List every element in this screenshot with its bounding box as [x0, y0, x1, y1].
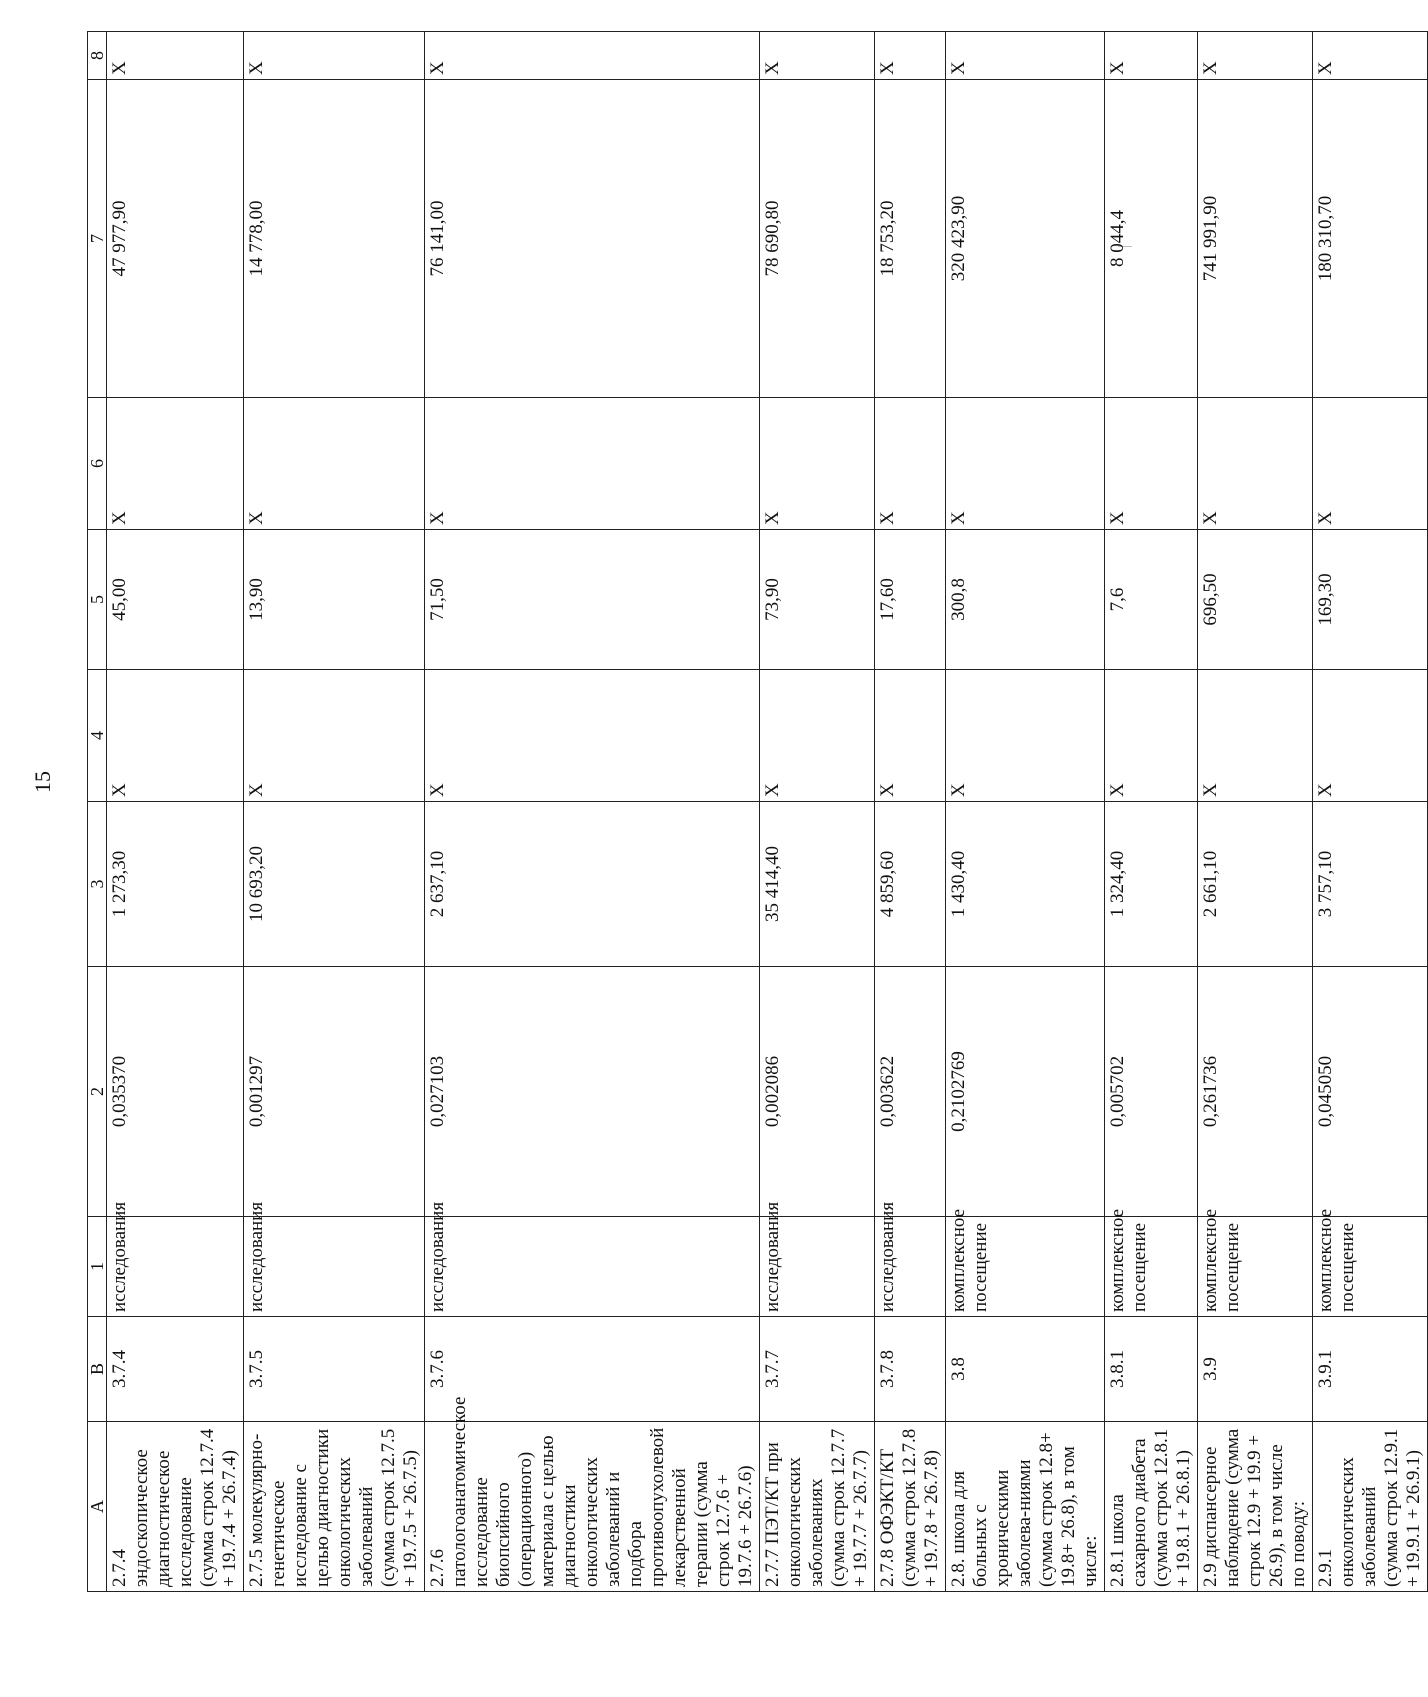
norm-volume-cell: 0,003622	[875, 967, 946, 1217]
value-4-cell: X	[107, 670, 244, 802]
data-table	[87, 31, 1428, 1592]
value-5-cell: 71,50	[425, 530, 760, 670]
row-description-cell: 2.7.4 эндоскопическое диагностическое исследование (сумма строк 12.7.4 + 19.7.4 + 26.7.4)	[107, 1422, 244, 1592]
value-7-cell: 14 778,00	[244, 80, 425, 398]
unit-cell: исследования	[875, 1217, 946, 1317]
row-description-cell: 2.9 диспансерное наблюдение (сумма строк 12.9 + 19.9 + 26.9), в том числе по поводу:	[1198, 1422, 1313, 1592]
value-8-cell: X	[1313, 32, 1428, 80]
value-7-cell: 18 753,20	[875, 80, 946, 398]
value-4-cell: X	[946, 670, 1105, 802]
norm-cost-cell: 1 324,40	[1105, 802, 1198, 967]
value-8-cell: X	[946, 32, 1105, 80]
row-description-cell: 2.7.8 ОФЭКТ/КТ (сумма строк 12.7.8 + 19.7.8 + 26.7.8)	[875, 1422, 946, 1592]
value-5-cell: 300,8	[946, 530, 1105, 670]
norm-volume-cell: 0,2102769	[946, 967, 1105, 1217]
value-5-cell: 7,6	[1105, 530, 1198, 670]
header-cell: 6	[88, 398, 107, 530]
unit-cell: исследования	[425, 1217, 760, 1317]
value-8-cell: X	[760, 32, 875, 80]
value-5-cell: 696,50	[1198, 530, 1313, 670]
value-6-cell: X	[244, 398, 425, 530]
header-cell: A	[88, 1422, 107, 1592]
value-4-cell: X	[760, 670, 875, 802]
value-7-cell: 320 423,90	[946, 80, 1105, 398]
row-description-cell: 2.7.6 патологоанатомическое исследование биопсийного (операционного) материала с целью диагностики онкологических заболеваний и подбора противоопухолевой лекарственной терапии (сумма строк 12.7.6 + 19.7.6 + 26.7.6)	[425, 1422, 760, 1592]
value-6-cell: X	[946, 398, 1105, 530]
value-4-cell: X	[1313, 670, 1428, 802]
norm-cost-cell: 3 757,10	[1313, 802, 1428, 967]
value-6-cell: X	[1313, 398, 1428, 530]
table-row	[244, 32, 425, 1592]
unit-cell: комплексное посещение	[1105, 1217, 1198, 1317]
row-code-cell: 3.7.5	[244, 1317, 425, 1422]
row-code-cell: 3.7.6	[425, 1317, 760, 1422]
header-cell: B	[88, 1317, 107, 1422]
norm-cost-cell: 4 859,60	[875, 802, 946, 967]
value-6-cell: X	[760, 398, 875, 530]
value-6-cell: X	[1105, 398, 1198, 530]
unit-cell: комплексное посещение	[1313, 1217, 1428, 1317]
page-number: 15	[30, 771, 55, 793]
value-5-cell: 73,90	[760, 530, 875, 670]
unit-cell: комплексное посещение	[1198, 1217, 1313, 1317]
value-8-cell: X	[1198, 32, 1313, 80]
row-code-cell: 3.9.1	[1313, 1317, 1428, 1422]
row-code-cell: 3.7.8	[875, 1317, 946, 1422]
unit-cell: исследования	[760, 1217, 875, 1317]
table-row	[107, 32, 244, 1592]
norm-volume-cell: 0,001297	[244, 967, 425, 1217]
norm-cost-cell: 35 414,40	[760, 802, 875, 967]
row-description-cell: 2.9.1 онкологических заболеваний (сумма строк 12.9.1 + 19.9.1 + 26.9.1)	[1313, 1422, 1428, 1592]
value-6-cell: X	[1198, 398, 1313, 530]
value-6-cell: X	[107, 398, 244, 530]
value-7-cell: 8 044,4	[1105, 80, 1198, 398]
value-6-cell: X	[425, 398, 760, 530]
header-cell: 1	[88, 1217, 107, 1317]
norm-volume-cell: 0,005702	[1105, 967, 1198, 1217]
value-7-cell: 47 977,90	[107, 80, 244, 398]
row-code-cell: 3.9	[1198, 1317, 1313, 1422]
row-code-cell: 3.8.1	[1105, 1317, 1198, 1422]
norm-volume-cell: 0,045050	[1313, 967, 1428, 1217]
header-cell: 7	[88, 80, 107, 398]
norm-cost-cell: 2 637,10	[425, 802, 760, 967]
value-4-cell: X	[425, 670, 760, 802]
row-code-cell: 3.8	[946, 1317, 1105, 1422]
value-4-cell: X	[1198, 670, 1313, 802]
rotated-table-frame	[87, 32, 1424, 1592]
table-row	[760, 32, 875, 1592]
value-8-cell: X	[425, 32, 760, 80]
header-cell: 5	[88, 530, 107, 670]
value-8-cell: X	[244, 32, 425, 80]
row-description-cell: 2.7.7 ПЭТ/КТ при онкологических заболеваниях (сумма строк 12.7.7 + 19.7.7 + 26.7.7)	[760, 1422, 875, 1592]
value-4-cell: X	[244, 670, 425, 802]
norm-volume-cell: 0,035370	[107, 967, 244, 1217]
value-5-cell: 17,60	[875, 530, 946, 670]
norm-cost-cell: 2 661,10	[1198, 802, 1313, 967]
value-4-cell: X	[1105, 670, 1198, 802]
table-row	[1105, 32, 1198, 1592]
value-7-cell: 76 141,00	[425, 80, 760, 398]
value-4-cell: X	[875, 670, 946, 802]
header-cell: 8	[88, 32, 107, 80]
value-7-cell: 78 690,80	[760, 80, 875, 398]
value-5-cell: 13,90	[244, 530, 425, 670]
value-5-cell: 169,30	[1313, 530, 1428, 670]
value-7-cell: 180 310,70	[1313, 80, 1428, 398]
value-8-cell: X	[1105, 32, 1198, 80]
row-code-cell: 3.7.4	[107, 1317, 244, 1422]
row-description-cell: 2.8. школа для больных с хроническими заболева-ниями (сумма строк 12.8+ 19.8+ 26.8), в том числе:	[946, 1422, 1105, 1592]
row-description-cell: 2.7.5 молекулярно-генетическое исследование с целью диагностики онкологических заболеваний (сумма строк 12.7.5 + 19.7.5 + 26.7.5)	[244, 1422, 425, 1592]
norm-cost-cell: 1 430,40	[946, 802, 1105, 967]
value-6-cell: X	[875, 398, 946, 530]
norm-cost-cell: 10 693,20	[244, 802, 425, 967]
norm-cost-cell: 1 273,30	[107, 802, 244, 967]
value-8-cell: X	[107, 32, 244, 80]
value-5-cell: 45,00	[107, 530, 244, 670]
table-row	[946, 32, 1105, 1592]
table-row	[1198, 32, 1313, 1592]
table-row	[875, 32, 946, 1592]
unit-cell: комплексное посещение	[946, 1217, 1105, 1317]
norm-volume-cell: 0,027103	[425, 967, 760, 1217]
row-code-cell: 3.7.7	[760, 1317, 875, 1422]
header-cell: 4	[88, 670, 107, 802]
unit-cell: исследования	[107, 1217, 244, 1317]
norm-volume-cell: 0,002086	[760, 967, 875, 1217]
table-row	[425, 32, 760, 1592]
header-cell: 2	[88, 967, 107, 1217]
header-cell: 3	[88, 802, 107, 967]
value-8-cell: X	[875, 32, 946, 80]
header-row	[88, 32, 107, 1592]
table-body	[107, 32, 1428, 1592]
value-7-cell: 741 991,90	[1198, 80, 1313, 398]
norm-volume-cell: 0,261736	[1198, 967, 1313, 1217]
table-row	[1313, 32, 1428, 1592]
row-description-cell: 2.8.1 школа сахарного диабета (сумма строк 12.8.1 + 19.8.1 + 26.8.1)	[1105, 1422, 1198, 1592]
unit-cell: исследования	[244, 1217, 425, 1317]
